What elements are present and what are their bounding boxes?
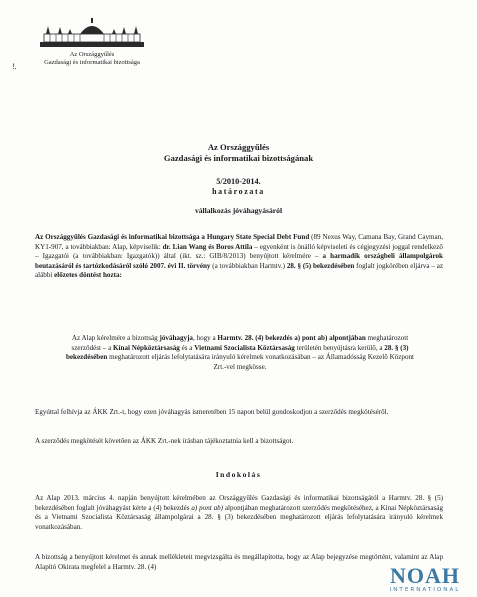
intro-text-2: – egyenként is önálló képviseleti és cégjegyzési joggal rendelkező – Igazgatói (a továbbiakban: Igazgatók)) által (ikt. sz.: GIB/8/2013) benyújtott kérelmére –	[35, 242, 443, 261]
margin-mark: !.	[12, 62, 17, 71]
letterhead-line-1: Az Országgyűlés	[69, 51, 115, 58]
reasoning-heading: Indokolás	[215, 470, 262, 479]
decision-text-2: , hogy a	[192, 334, 218, 342]
decision-text-4: és a	[179, 343, 195, 352]
country-vietnam: Vietnami Szocialista Köztársaság	[194, 343, 295, 352]
subsection-reference: Harmtv. 28. (4) bekezdés a) pont ab) alpontjában	[217, 334, 366, 342]
decision-text-6: meghatározott eljárás lefolytatására irányuló kérelmek vonatkozásában – az Államadósság Kezelő Központ Zrt.-vel megkösse.	[107, 353, 415, 371]
addressee-line-2: Gazdasági és informatikai bizottságának	[163, 153, 314, 163]
notify-paragraph: A szerződés megkötését követően az ÁKK Zrt.-nek írásban tájékoztatnia kell a bizottságot.	[35, 437, 294, 445]
decision-paragraph	[60, 334, 420, 372]
reasoning-paragraph-2: A bizottság a benyújtott kérelmet és annak mellékleteit megvizsgálta és megállapította, hogy az Alap bejegyzése megtörtént, valamint az Alap Alapító Okirata megfelel a Harmtv. 28. (4)	[35, 553, 443, 571]
representatives: dr. Lian Wang és Boros Attila	[162, 242, 253, 251]
call-paragraph: Egyúttal felhívja az ÁKK Zrt.-t, hogy ezen jóváhagyás ismeretében 15 napon belül gondoskodjon a szerződés megkötéséről.	[35, 408, 389, 416]
intro-text-1: (89 Nexus Way, Camana Bay, Grand Cayman, KY1-907, a továbbiakban: Alap, képviselik:	[35, 233, 443, 251]
decision-text-5: területén benyújtásra kerülő, a	[294, 343, 385, 352]
paragraph-reference: 28. § (5) bekezdésében	[286, 261, 355, 270]
reasoning-paragraph-1	[35, 494, 443, 532]
parliament-building-icon	[36, 16, 148, 50]
decision-text-3: meghatározott szerződést – a	[71, 334, 409, 352]
country-china: Kínai Népköztársaság	[113, 343, 180, 352]
resolution-number: 5/2010-2014.	[216, 177, 261, 186]
watermark-logo	[375, 565, 475, 594]
resolution-type: határozata	[212, 187, 265, 196]
applicant-name: Az Országgyűlés Gazdasági és informatikai bizottsága a Hungary State Special Debt Fund	[35, 233, 310, 241]
watermark-subtitle: INTERNATIONAL	[389, 587, 461, 593]
decision-text-1: Az Alap kérelmére a bizottság	[71, 334, 160, 342]
procedure-reference: 28. § (3) bekezdésében	[65, 343, 409, 362]
letterhead	[22, 16, 162, 67]
addressee-line-1: Az Országgyűlés	[207, 142, 270, 152]
reason-text-1: Az Alap 2013. március 4. napján benyújtott kérelmében az Országgyűlés Gazdasági és informatikai bizottságától a Harmtv. 28. § (5) bekezdésében foglalt jóváhagyást kérte a (4) bekezdés	[35, 494, 443, 512]
law-reference: a harmadik országbeli állampolgárok beutazásáról és tartózkodásáról szóló 2007. évi II. törvény	[35, 252, 443, 270]
intro-text-4: foglalt jogkörében eljárva – az alábbi	[35, 261, 444, 280]
watermark-title: NOAH	[390, 563, 460, 588]
intro-text-3: (a továbbiakban Harmtv.)	[210, 261, 287, 270]
resolution-subject: vállalkozás jóváhagyásáról	[194, 206, 283, 215]
reason-point: a) pont ab)	[191, 503, 224, 512]
addressee	[60, 142, 417, 164]
intro-paragraph	[35, 233, 443, 281]
approves: jóváhagyja	[159, 334, 193, 342]
reason-text-2: alpontjában meghatározott szerződés megkötéséhez, a Kínai Népköztársaság és a Vietnami Szocialista Köztársaság állampolgárai a 28. § (3) bekezdésében meghatározott eljárás lefolytatására irányuló kérelmek vonatkozásában.	[35, 503, 443, 531]
decision-lead: előzetes döntést hozta:	[54, 271, 122, 280]
letterhead-line-2: Gazdasági és informatikai bizottsága	[44, 59, 140, 66]
